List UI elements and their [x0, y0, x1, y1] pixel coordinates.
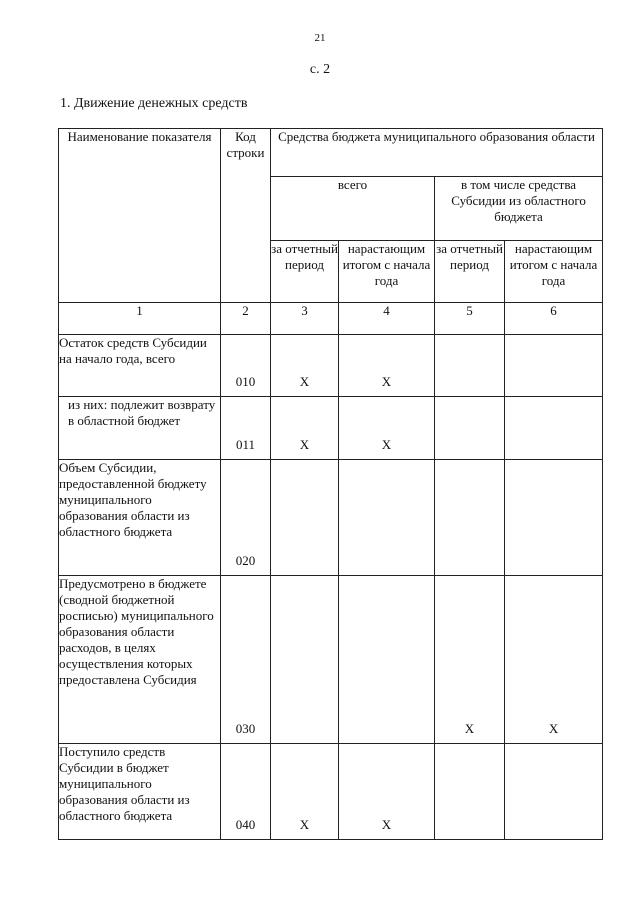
column-number: 4: [339, 303, 435, 335]
row-name: Остаток средств Субсидии на начало года, всего: [59, 335, 221, 397]
header-total-period: за отчетный период: [271, 241, 339, 303]
header-subsidy-cumulative: нарастающим итогом с начала года: [505, 241, 603, 303]
cell-mark: [505, 744, 603, 840]
cell-mark: [339, 576, 435, 744]
table-row: [59, 397, 603, 460]
cell-mark: X: [271, 335, 339, 397]
cell-mark: X: [339, 397, 435, 460]
row-name: Предусмотрено в бюджете (сводной бюджетной росписью) муниципального образования области расходов, в целях осуществления которых предоставлена Субсидия: [59, 576, 221, 744]
header-name: Наименование показателя: [59, 129, 221, 303]
column-number: 3: [271, 303, 339, 335]
column-number: 5: [435, 303, 505, 335]
row-name: Объем Субсидии, предоставленной бюджету муниципального образования области из областного бюджета: [59, 460, 221, 576]
section-title: 1. Движение денежных средств: [60, 96, 248, 111]
cell-mark: [271, 576, 339, 744]
cell-mark: [339, 460, 435, 576]
row-code: 020: [221, 460, 271, 576]
cell-mark: [435, 744, 505, 840]
page-marker: с. 2: [309, 62, 331, 77]
column-number: 1: [59, 303, 221, 335]
header-code: Код строки: [221, 129, 271, 303]
table-row: [59, 460, 603, 576]
column-number: 2: [221, 303, 271, 335]
page-number: 21: [314, 32, 326, 44]
table-row: [59, 335, 603, 397]
table-row: [59, 744, 603, 840]
row-code: 040: [221, 744, 271, 840]
cell-mark: [435, 335, 505, 397]
header-row-1: [59, 129, 603, 177]
column-number: 6: [505, 303, 603, 335]
row-name: Поступило средств Субсидии в бюджет муниципального образования области из областного бюджета: [59, 744, 221, 840]
cell-mark: [505, 460, 603, 576]
cell-mark: X: [271, 397, 339, 460]
cell-mark: [435, 460, 505, 576]
column-number-row: [59, 303, 603, 335]
cell-mark: X: [435, 576, 505, 744]
cell-mark: [505, 335, 603, 397]
cell-mark: X: [339, 744, 435, 840]
row-name: из них: подлежит возврату в областной бюджет: [59, 397, 221, 460]
row-code: 010: [221, 335, 271, 397]
cell-mark: [505, 397, 603, 460]
table-row: [59, 576, 603, 744]
cell-mark: X: [505, 576, 603, 744]
header-subsidy-period: за отчетный период: [435, 241, 505, 303]
header-budget: Средства бюджета муниципального образования области: [271, 129, 603, 177]
header-total: всего: [271, 177, 435, 241]
header-subsidy: в том числе средства Субсидии из областного бюджета: [435, 177, 603, 241]
cash-flow-table: [58, 128, 603, 840]
header-total-cumulative: нарастающим итогом с начала года: [339, 241, 435, 303]
cell-mark: X: [339, 335, 435, 397]
row-code: 011: [221, 397, 271, 460]
cell-mark: X: [271, 744, 339, 840]
row-code: 030: [221, 576, 271, 744]
cell-mark: [271, 460, 339, 576]
cell-mark: [435, 397, 505, 460]
